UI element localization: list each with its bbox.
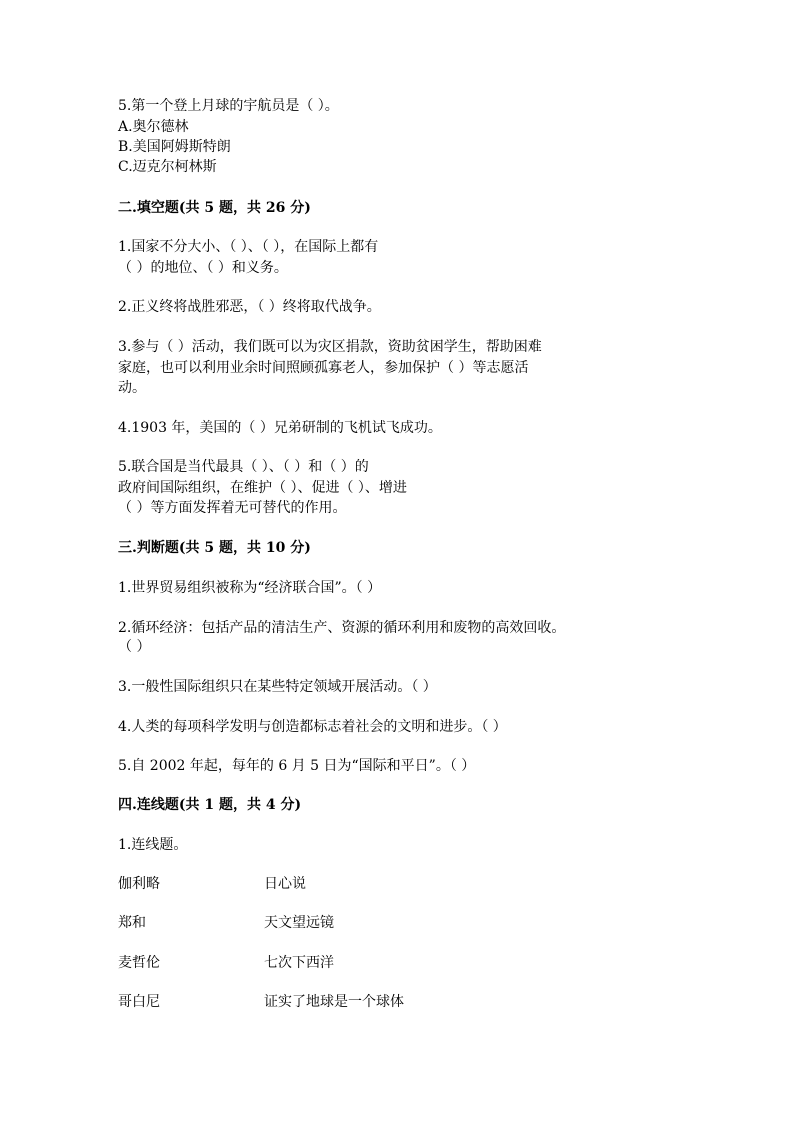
option-b: B.美国阿姆斯特朗 [118,139,231,155]
matching-left-item: 郑和 [118,915,146,931]
true-false-q1: 1.世界贸易组织被称为“经济联合国”。（ ） [118,580,382,596]
question-5-stem: 5.第一个登上月球的宇航员是（ ）。 [118,98,339,114]
true-false-q2-line1: 2.循环经济：包括产品的清洁生产、资源的循环利用和废物的高效回收。 [118,620,566,636]
section-heading-true-false: 三.判断题(共 5 题，共 10 分) [118,540,311,556]
true-false-q4: 4.人类的每项科学发明与创造都标志着社会的文明和进步。（ ） [118,719,507,735]
true-false-q2-line2: （ ） [118,639,151,655]
matching-left-item: 麦哲伦 [118,955,160,971]
matching-row [118,953,334,973]
fill-blank-q5-line3: （ ）等方面发挥着无可替代的作用。 [118,500,347,516]
section-heading-matching: 四.连线题(共 1 题，共 4 分) [118,797,302,813]
fill-blank-q4-line1: 4.1903 年，美国的（ ）兄弟研制的飞机试飞成功。 [118,420,442,436]
fill-blank-q1-line1: 1.国家不分大小、（ ）、（ ），在国际上都有 [118,239,379,255]
fill-blank-q2-line1: 2.正义终将战胜邪恶，（ ）终将取代战争。 [118,299,381,315]
matching-right-item: 证实了地球是一个球体 [264,994,404,1010]
fill-blank-q3-line3: 动。 [118,380,146,396]
true-false-q5: 5.自 2002 年起，每年的 6 月 5 日为“国际和平日”。（ ） [118,758,476,774]
fill-blank-q3-line1: 3.参与（ ）活动，我们既可以为灾区捐款，资助贫困学生，帮助困难 [118,339,542,355]
fill-blank-q5-line2: 政府间国际组织，在维护（ ）、促进（ ）、增进 [118,480,407,496]
matching-right-item: 天文望远镜 [264,915,334,931]
matching-q1-stem: 1.连线题。 [118,837,188,853]
fill-blank-q3-line2: 家庭，也可以利用业余时间照顾孤寡老人，参加保护（ ）等志愿活 [118,360,529,376]
matching-row [118,913,334,933]
true-false-q3: 3.一般性国际组织只在某些特定领域开展活动。（ ） [118,679,437,695]
matching-left-item: 哥白尼 [118,994,160,1010]
option-a: A.奥尔德林 [118,119,189,135]
matching-right-item: 日心说 [264,876,306,892]
matching-row [118,874,306,894]
option-c: C.迈克尔柯林斯 [118,159,217,175]
fill-blank-q5-line1: 5.联合国是当代最具（ ）、（ ）和（ ）的 [118,459,369,475]
matching-right-item: 七次下西洋 [264,955,334,971]
fill-blank-q1-line2: （ ）的地位、（ ）和义务。 [118,260,288,276]
section-heading-fill-blank: 二.填空题(共 5 题，共 26 分) [118,200,311,216]
matching-row [118,992,404,1012]
matching-left-item: 伽利略 [118,876,160,892]
